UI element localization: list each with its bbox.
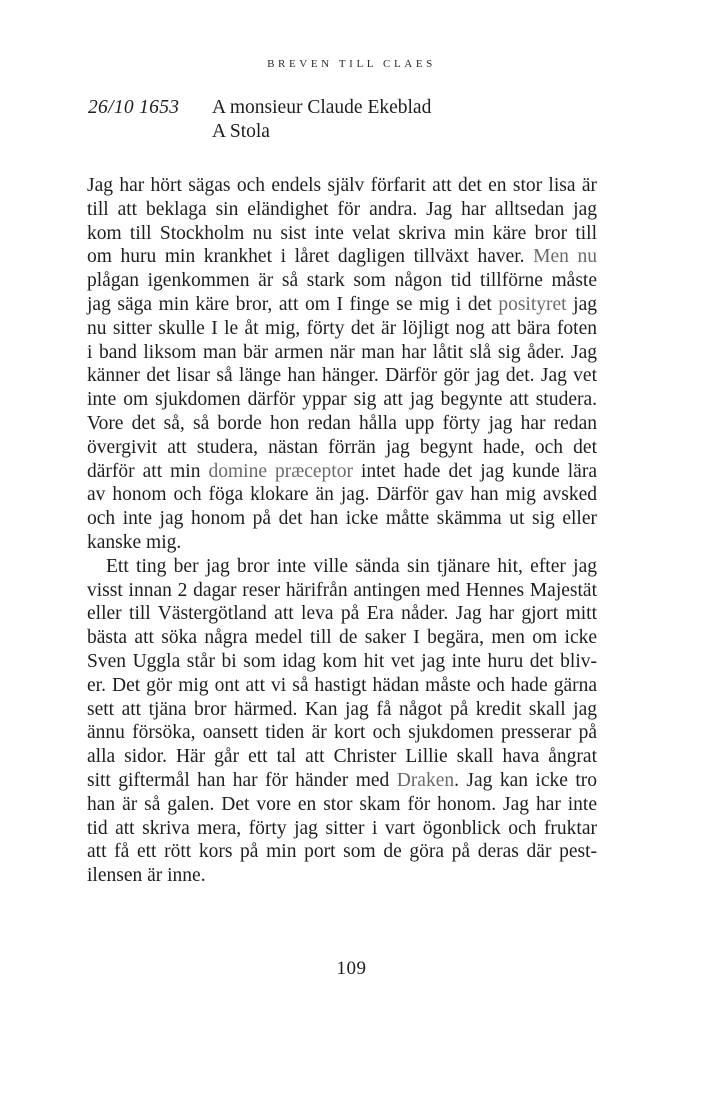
running-header: BREVEN TILL CLAES [267,58,436,70]
text-segment: eller till Västergötland att leva på Era nåder. Jag har gjort mitt [87,603,597,625]
text-line [87,626,597,650]
text-segment: jag [566,293,598,315]
text-segment: intet hade det jag kunde lära [352,460,597,482]
text-segment: och inte jag honom på det han icke måtte skämma ut sig eller [87,508,597,530]
page-number: 109 [336,958,367,979]
text-line [87,721,597,745]
text-line [87,436,597,460]
text-line [87,222,597,246]
text-line [87,412,597,436]
text-segment: till att beklaga sin eländighet för andra. Jag har alltsedan jag [87,198,597,220]
text-line [87,555,597,579]
text-line [87,198,597,222]
text-segment: . Jag kan icke tro [454,769,597,791]
text-segment: inte om sjukdomen därför yppar sig att jag begynte att studera. [87,389,597,411]
address-line-recipient: A monsieur Claude Ekeblad [212,97,432,118]
text-line [87,174,597,198]
letter-body [87,174,597,888]
text-segment: känner det lisar så länge han hänger. Därför gör jag det. Jag vet [87,365,597,387]
text-segment: tid att skriva mera, förty jag sitter i vart ögonblick och fruktar [87,817,597,839]
text-segment: Vore det så, så borde hon redan hålla upp förty jag har redan [87,412,597,434]
text-line [87,341,597,365]
text-line [87,793,597,817]
text-segment: därför att min [87,460,209,482]
text-segment: kom till Stockholm nu sist inte velat skriva min käre bror till [87,222,597,244]
text-line [87,745,597,769]
text-segment: kanske mig. [87,531,182,553]
text-segment: av honom och föga klokare än jag. Därför gav han mig avsked [87,484,597,506]
text-segment: alla sidor. Här går ett tal att Christer Lillie skall hava ångrat [87,746,597,768]
text-segment: om huru min krankhet i låret dagligen tillväxt haver. [87,246,534,268]
text-segment: ännu försöka, oansett tiden är kort och sjukdomen presserar på [87,722,597,744]
text-segment: sett att tjäna bror härmed. Kan jag få något på kredit skall jag [87,698,597,720]
text-segment: i band liksom man bär armen när man har låtit slå sig åder. Jag [87,341,597,363]
address-line-place: A Stola [212,121,270,142]
text-segment: jag säga min käre bror, att om I finge se mig i det [87,293,499,315]
text-segment: visst innan 2 dagar reser härifrån antingen med Hennes Majestät [87,579,597,601]
highlighted-term: domine præceptor [208,460,353,482]
text-segment: övergivit att studera, nästan förrän jag begynt hade, och det [87,436,597,458]
text-segment: nu sitter skulle I le åt mig, förty det är löjligt nog att bära foten [87,317,597,339]
text-line [87,483,597,507]
text-line [87,650,597,674]
text-line [87,674,597,698]
text-line [87,840,597,864]
text-line [87,245,597,269]
text-line [87,507,597,531]
text-line [87,698,597,722]
text-segment: han är så galen. Det vore en stor skam för honom. Jag har inte [87,793,597,815]
text-segment: Jag har hört sägas och endels själv förfarit att det en stor lisa är [87,175,597,196]
text-segment: ilensen är inne. [87,865,206,887]
text-segment: Ett ting ber jag bror inte ville sända sin tjänare hit, efter jag [106,555,597,577]
letter-address [212,96,431,144]
highlighted-term: Draken [396,769,455,791]
highlighted-term: posityret [498,293,567,315]
text-line [87,817,597,841]
text-segment: bästa att söka några medel till de saker I begära, men om icke [87,627,597,649]
text-line [87,602,597,626]
text-line [87,579,597,603]
text-line [87,531,597,555]
text-segment: att få ett rött kors på min port som de göra på deras där pest- [87,841,597,863]
text-segment: plågan igenkommen är så stark som någon tid tillförne måste [87,270,597,292]
highlighted-term: Men nu [533,246,597,268]
text-line [87,293,597,317]
letter-date: 26/10 1653 [88,97,180,118]
text-segment: sitt giftermål han har för händer med [87,769,397,791]
text-line [87,269,597,293]
text-line [87,864,597,888]
text-line [87,317,597,341]
text-line [87,388,597,412]
text-line [87,769,597,793]
text-segment: er. Det gör mig ont att vi så hastigt hädan måste och hade gärna [87,674,597,696]
text-line [87,460,597,484]
text-line [87,364,597,388]
text-segment: Sven Uggla står bi som idag kom hit vet jag inte huru det bliv- [87,650,597,672]
